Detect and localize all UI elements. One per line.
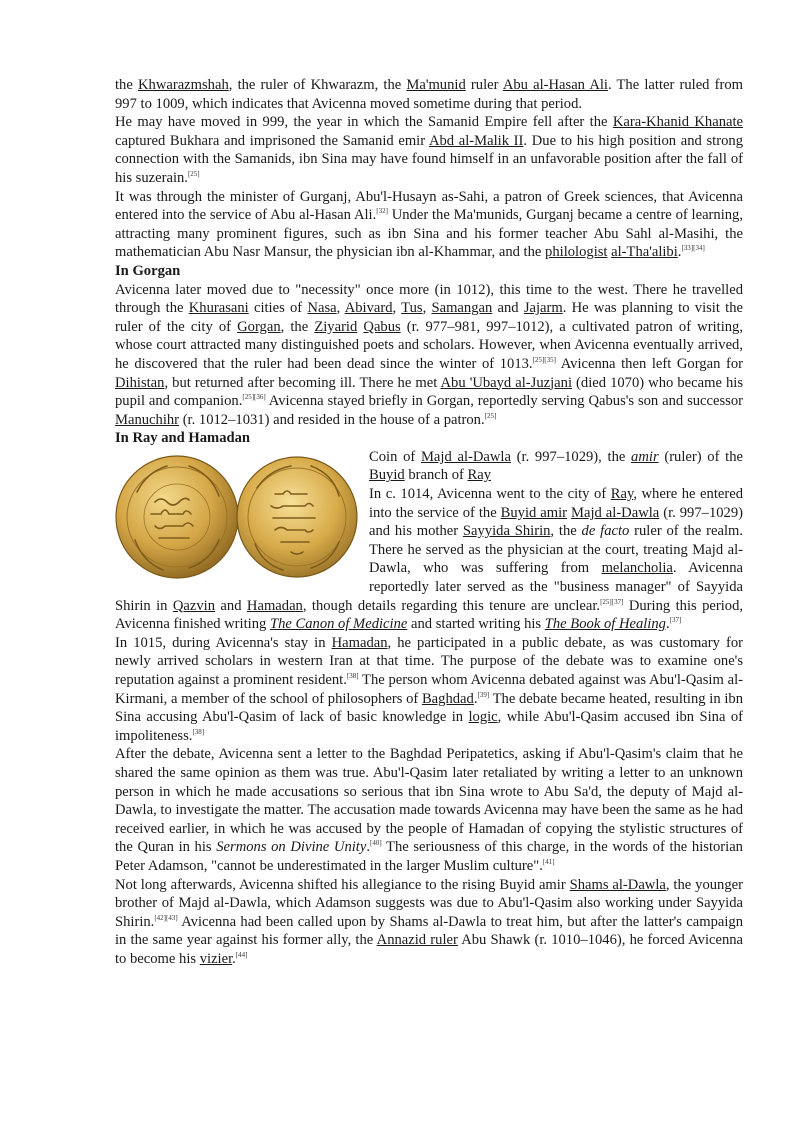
link-hamadan-2[interactable]: Hamadan [331,634,388,651]
paragraph-gurganj: It was through the minister of Gurganj, Abu'l-Husayn as-Sahi, a patron of Greek sciences, that Avicenna entered into the service of Abu al-Hasan Ali.[32] Under the Ma'munids, Gurganj became a centre of learning, attracting many prominent figures, such as ibn Sina and his former teacher Abu Sahl al-Masihi, the mathematician Abu Nasr Mansur, the physician ibn al-Khammar, and the philologist al-Tha'alibi.[33][34] [115,188,744,261]
link-shams-al-dawla[interactable]: Shams al-Dawla [569,876,666,893]
link-annazid-ruler[interactable]: Annazid ruler [376,932,458,949]
coin-image[interactable] [115,452,359,582]
link-canon-of-medicine[interactable]: The Canon of Medicine [269,616,408,633]
citation[interactable]: [40] [369,839,382,848]
link-khwarazmshah[interactable]: Khwarazmshah [137,77,229,93]
paragraph-letter: After the debate, Avicenna sent a letter to the Baghdad Peripatetics, asking if Abu'l-Qasim's claim that he shared the same opinion as them was true. Abu'l-Qasim later retaliated by writing a letter to an unknown person in which he made accusations so serious that ibn Sina wrote to Abu Sa'd, the deputy of Majd al-Dawla, to investigate the matter. The accusation made towards Avicenna may have been the same as he had received earlier, in which he was accused by the people of Hamadan of copying the stylistic structures of the Quran in his Sermons on Divine Unity.[40] The seriousness of this charge, in the words of the historian Peter Adamson, "cannot be underestimated in the larger Muslim culture".[41] [115,746,743,874]
paragraph-ray: In c. 1014, Avicenna went to the city of Ray, where he entered into the service of the Buyid amir Majd al-Dawla (r. 997–1029) and his mother Sayyida Shirin, the de facto ruler of the realm. There he served as the physician at the court, treating Majd al-Dawla, who was suffering from melancholia. Avicenna reportedly later served as the "business manager" of Sayyida Shirin in Qazvin and Hamadan, though details regarding this tenure are unclear.[25][37] During this period, Avicenna finished writing The Canon of Medicine and started writing his The Book of Healing.[37] [115,486,743,633]
link-ziyarid[interactable]: Ziyarid [314,318,358,335]
citation[interactable]: [25][35] [532,355,556,364]
citation[interactable]: [44] [235,950,248,959]
link-sayyida-shirin[interactable]: Sayyida Shirin [462,523,551,540]
coin-figure [115,448,743,634]
citation[interactable]: [39] [477,690,490,699]
link-qazvin[interactable]: Qazvin [172,597,216,614]
link-book-of-healing[interactable]: The Book of Healing [544,616,666,633]
citation[interactable]: [25][36] [242,393,266,402]
link-kara-khanid-khanate[interactable]: Kara-Khanid Khanate [612,114,743,131]
link-buyid-amir[interactable]: Buyid amir [500,504,568,521]
link-jajarm[interactable]: Jajarm [523,300,563,317]
citation[interactable]: [41] [542,857,555,866]
link-qabus[interactable]: Qabus [363,318,401,335]
link-philologist[interactable]: philologist [545,244,608,261]
link-dihistan[interactable]: Dihistan [115,374,165,391]
link-al-thaalibi[interactable]: al-Tha'alibi [611,244,678,261]
link-tus[interactable]: Tus [401,300,423,317]
link-majd-al-dawla-text[interactable]: Majd al-Dawla [571,504,660,521]
citation[interactable]: [25] [187,169,200,178]
citation[interactable]: [32] [376,207,388,216]
paragraph-khwarazm: the Khwarazmshah, the ruler of Khwarazm, the Ma'munid ruler Abu al-Hasan Ali. The latter ruled from 997 to 1009, which indicates that Avicenna moved sometime during that period. [115,77,744,112]
citation[interactable]: [42][43] [154,913,178,922]
link-samangan[interactable]: Samangan [431,300,493,317]
link-amir[interactable]: amir [631,448,659,465]
link-mamunid[interactable]: Ma'munid [406,77,466,93]
link-majd-al-dawla[interactable]: Majd al-Dawla [420,448,511,465]
paragraph-debate: In 1015, during Avicenna's stay in Hamadan, he participated in a public debate, as was customary for newly arrived scholars in western Iran at that time. The purpose of the debate was to examine one's reputation against a prominent resident.[38] The person whom Avicenna debated against was Abu'l-Qasim al-Kirmani, a member of the school of philosophers of Baghdad.[39] The debate became heated, resulting in ibn Sina accusing Abu'l-Qasim of lack of basic knowledge in logic, while Abu'l-Qasim accused ibn Sina of impoliteness.[38] [115,634,744,744]
citation[interactable]: [25] [600,597,612,606]
coin-caption: Coin of Majd al-Dawla (r. 997–1029), the amir (ruler) of the Buyid branch of Ray [369,448,743,484]
link-khurasani[interactable]: Khurasani [188,300,249,317]
paragraph-gorgan: Avicenna later moved due to "necessity" once more (in 1012), this time to the west. There he travelled through the Khurasani cities of Nasa, Abivard, Tus, Samangan and Jajarm. He was planning to visit the ruler of the city of Gorgan, the Ziyarid Qabus (r. 977–981, 997–1012), a cultivated patron of writing, whose court attracted many distinguished poets and scholars. However, when Avicenna eventually arrived, he discovered that the ruler had been dead since the winter of 1013.[25][35] Avicenna then left Gorgan for Dihistan, but returned after becoming ill. There he met Abu 'Ubayd al-Juzjani (died 1070) who became his pupil and companion.[25][36] Avicenna stayed briefly in Gorgan, reportedly serving Qabus's son and successor Manuchihr (r. 1012–1031) and resided in the house of a patron.[25] [115,281,743,428]
link-ray[interactable]: Ray [467,467,492,484]
link-melancholia[interactable]: melancholia [601,560,673,577]
link-gorgan[interactable]: Gorgan [237,318,281,335]
paragraph-shams-al-dawla: Not long afterwards, Avicenna shifted his allegiance to the rising Buyid amir Shams al-Dawla, the younger brother of Majd al-Dawla, which Adamson suggests was due to Abu'l-Qasim also working under Sayyida Shirin.[42][43] Avicenna had been called upon by Shams al-Dawla to treat him, but after the latter's campaign in the same year against his former ally, the Annazid ruler Abu Shawk (r. 1010–1046), he forced Avicenna to become his vizier.[44] [115,876,744,967]
citation[interactable]: [38] [192,727,205,736]
citation[interactable]: [37] [669,616,682,625]
citation[interactable]: [33][34] [681,244,705,253]
link-abd-al-malik-ii[interactable]: Abd al-Malik II [428,132,524,149]
link-manuchihr[interactable]: Manuchihr [115,411,180,428]
link-abu-ubayd-al-juzjani[interactable]: Abu 'Ubayd al-Juzjani [440,374,573,391]
citation[interactable]: [25] [484,411,497,420]
link-hamadan[interactable]: Hamadan [246,597,303,614]
link-vizier[interactable]: vizier [199,950,233,967]
link-buyid[interactable]: Buyid [369,467,405,484]
paragraph-samanid-fall: He may have moved in 999, the year in which the Samanid Empire fell after the Kara-Khanid Khanate captured Bukhara and imprisoned the Samanid emir Abd al-Malik II. Due to his high position and strong connection with the Samanids, ibn Sina may have found himself in an unfavorable position after the fall of his suzerain.[25] [115,114,743,186]
link-logic[interactable]: logic [468,709,498,726]
citation[interactable]: [38] [346,672,359,680]
section-heading-gorgan: In Gorgan [115,262,181,279]
link-abu-al-hasan-ali[interactable]: Abu al-Hasan Ali [502,77,608,93]
link-ray-city[interactable]: Ray [610,486,634,503]
link-abivard[interactable]: Abivard [344,300,393,317]
link-nasa[interactable]: Nasa [307,300,337,317]
citation[interactable]: [37] [611,597,624,606]
section-heading-ray-hamadan: In Ray and Hamadan [115,430,251,447]
link-baghdad[interactable]: Baghdad [421,690,474,707]
